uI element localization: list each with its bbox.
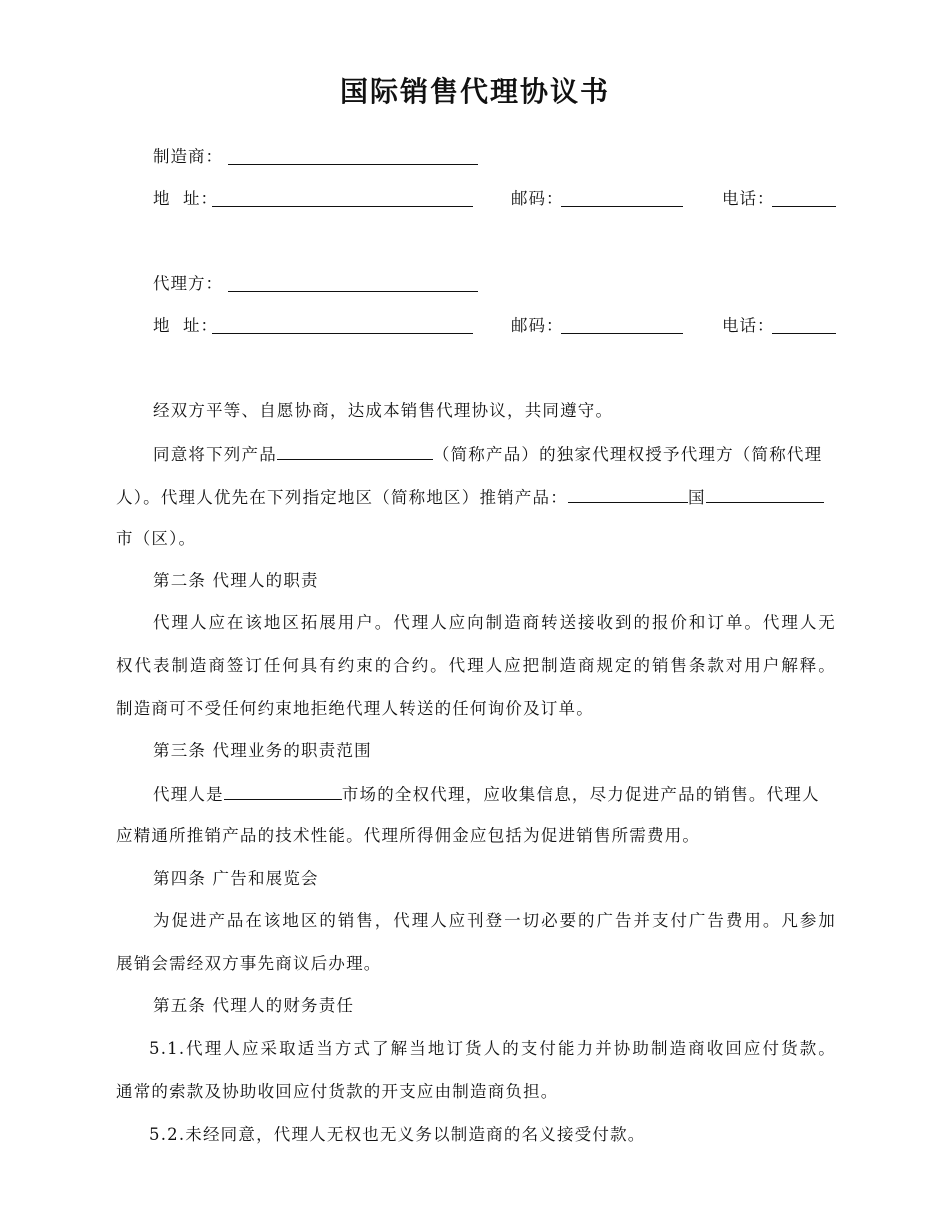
agent-address-field[interactable] xyxy=(212,332,473,334)
article-4-line: 展销会需经双方事先商议后办理。 xyxy=(116,954,382,973)
article-3-line xyxy=(116,781,836,805)
clause-5-2: 5.2.未经同意，代理人无权也无义务以制造商的名义接受付款。 xyxy=(149,1125,646,1144)
country-blank[interactable] xyxy=(568,484,688,503)
manufacturer-address-label: 地 址： xyxy=(153,189,218,208)
agent-address-label: 地 址： xyxy=(153,316,218,335)
agent-phone-field[interactable] xyxy=(772,332,836,334)
manufacturer-postcode-field[interactable] xyxy=(561,205,683,207)
agent-phone-label: 电话： xyxy=(722,316,775,335)
text: （简称产品）的独家代理权授予代理方（简称代理 xyxy=(432,445,823,464)
agent-postcode-field[interactable] xyxy=(561,332,683,334)
article-3-line: 应精通所推销产品的技术性能。代理所得佣金应包括为促进销售所需费用。 xyxy=(116,826,701,845)
market-blank[interactable] xyxy=(224,781,342,800)
article-2-line: 权代表制造商签订任何具有约束的合约。代理人应把制造商规定的销售条款对用户解释。 xyxy=(116,656,836,675)
manufacturer-label: 制造商： xyxy=(153,147,223,166)
article-2-heading: 第二条 代理人的职责 xyxy=(153,571,319,590)
product-grant-line-2 xyxy=(116,484,836,508)
agent-label: 代理方： xyxy=(153,274,223,293)
article-3-heading: 第三条 代理业务的职责范围 xyxy=(153,741,372,760)
article-5-heading: 第五条 代理人的财务责任 xyxy=(153,996,355,1015)
article-4-heading: 第四条 广告和展览会 xyxy=(153,869,319,888)
article-2-line: 制造商可不受任何约束地拒绝代理人转送的任何询价及订单。 xyxy=(116,699,594,718)
intro-paragraph: 经双方平等、自愿协商，达成本销售代理协议，共同遵守。 xyxy=(153,401,614,420)
product-grant-line-1 xyxy=(116,441,836,465)
text: 代理人是 xyxy=(153,785,224,804)
text: 同意将下列产品 xyxy=(153,445,277,464)
manufacturer-phone-field[interactable] xyxy=(772,205,836,207)
article-2-line: 代理人应在该地区拓展用户。代理人应向制造商转送接收到的报价和订单。代理人无 xyxy=(153,613,836,632)
agent-postcode-label: 邮码： xyxy=(511,316,564,335)
article-4-line: 为促进产品在该地区的销售，代理人应刊登一切必要的广告并支付广告费用。凡参加 xyxy=(153,911,836,930)
product-grant-line-3: 市（区）。 xyxy=(116,529,197,548)
manufacturer-postcode-label: 邮码： xyxy=(511,189,564,208)
clause-5-1-line: 通常的索款及协助收回应付货款的开支应由制造商负担。 xyxy=(116,1082,559,1101)
product-blank[interactable] xyxy=(277,441,433,460)
text: 市场的全权代理，应收集信息，尽力促进产品的销售。代理人 xyxy=(341,785,820,804)
manufacturer-address-field[interactable] xyxy=(212,205,473,207)
text: 国 xyxy=(687,488,706,507)
city-blank[interactable] xyxy=(706,484,824,503)
text: 人）。代理人优先在下列指定地区（简称地区）推销产品： xyxy=(116,488,568,507)
manufacturer-phone-label: 电话： xyxy=(722,189,775,208)
document-title: 国际销售代理协议书 xyxy=(339,75,610,108)
clause-5-1-line: 5.1.代理人应采取适当方式了解当地订货人的支付能力并协助制造商收回应付货款。 xyxy=(149,1039,836,1058)
agent-name-field[interactable] xyxy=(228,290,478,292)
manufacturer-name-field[interactable] xyxy=(228,163,478,165)
